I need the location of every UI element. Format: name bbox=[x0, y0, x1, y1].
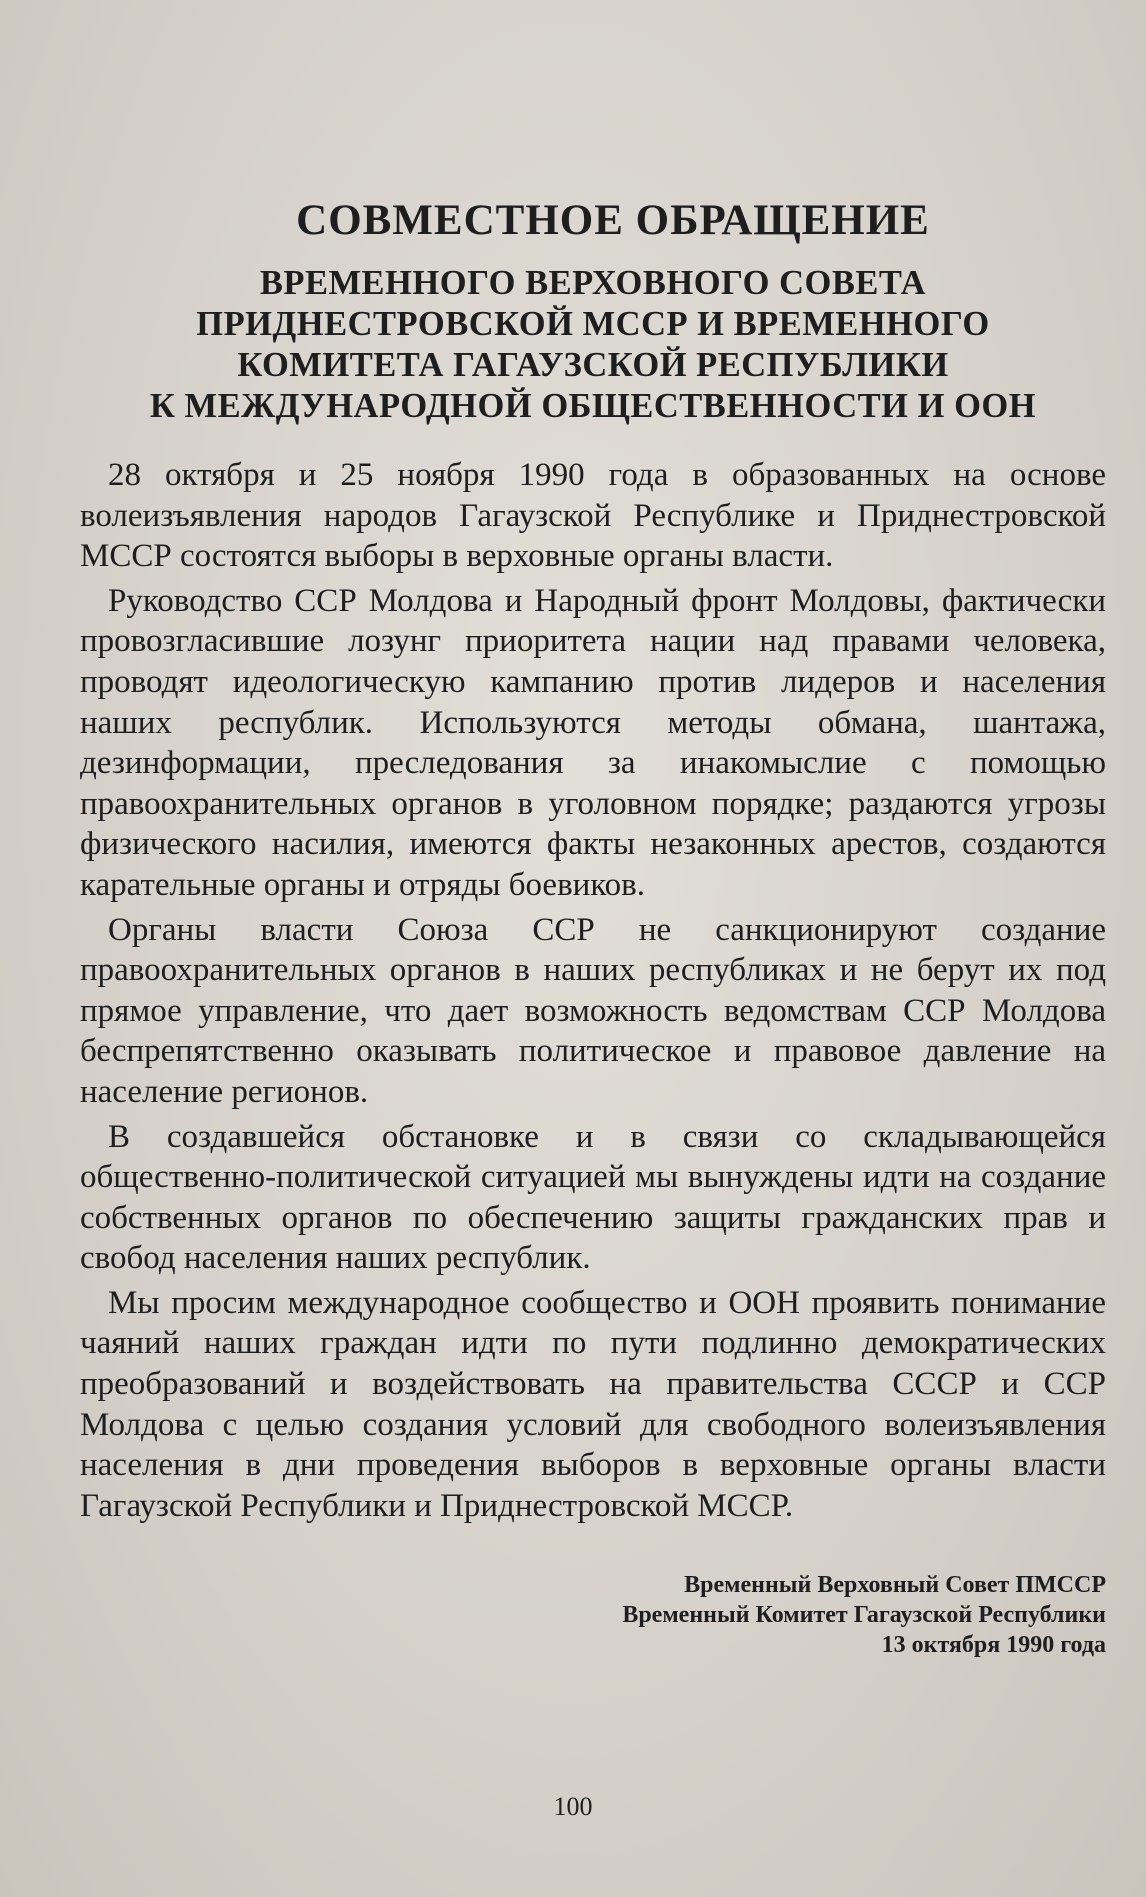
paragraph: Руководство ССР Молдова и Народный фронт Молдовы, фактически провозгласившие лозунг приоритета нации над правами человека, проводят идеологическую кампанию против лидеров и населения наших республик. Используются методы обмана, шантажа, дезинформации, преследования за инакомыслие с помощью правоохранительных органов в уголовном порядке; раздаются угрозы физического насилия, имеются факты незаконных арестов, создаются карательные органы и отряды боевиков. bbox=[80, 582, 1106, 903]
page-number: 100 bbox=[553, 1792, 593, 1821]
paragraph: Органы власти Союза ССР не санкционируют создание правоохранительных органов в наших республиках и не берут их под прямое управление, что дает возможность ведомствам ССР Молдова беспрепятственно оказывать политическое и правовое давление на население регионов. bbox=[80, 911, 1106, 1110]
paragraph: В создавшейся обстановке и в связи со складывающейся общественно-политической ситуацией мы вынуждены идти на создание собственных органов по обеспечению защиты гражданских прав и свобод населения наших республик. bbox=[80, 1118, 1106, 1277]
document-subtitle bbox=[80, 263, 1106, 427]
paragraph: 28 октября и 25 ноября 1990 года в образованных на основе волеизъявления народов Гагаузской Республике и Приднестровской МССР состоятся выборы в верховные органы власти. bbox=[80, 457, 1106, 575]
subtitle-line: ВРЕМЕННОГО ВЕРХОВНОГО СОВЕТА bbox=[259, 264, 927, 302]
subtitle-line: К МЕЖДУНАРОДНОЙ ОБЩЕСТВЕННОСТИ И ООН bbox=[149, 387, 1037, 425]
subtitle-line: КОМИТЕТА ГАГАУЗСКОЙ РЕСПУБЛИКИ bbox=[237, 346, 949, 384]
paragraph: Мы просим международное сообщество и ООН проявить понимание чаяний наших граждан идти по пути подлинно демократических преобразований и воздействовать на правительства СССР и ССР Молдова с целью создания условий для свободного волеизъявления населения в дни проведения выборов в верховные органы власти Гагаузской Республики и Приднестровской МССР. bbox=[80, 1284, 1106, 1524]
subtitle-line: ПРИДНЕСТРОВСКОЙ МССР И ВРЕМЕННОГО bbox=[196, 305, 990, 343]
signature-date: 13 октября 1990 года bbox=[881, 1632, 1106, 1659]
signature-line: Временный Верховный Совет ПМССР bbox=[684, 1572, 1106, 1599]
signature-line: Временный Комитет Гагаузской Республики bbox=[622, 1602, 1106, 1629]
page-content bbox=[80, 195, 1106, 1895]
signature-block bbox=[80, 1570, 1106, 1660]
document-body bbox=[80, 455, 1106, 1526]
document-title: СОВМЕСТНОЕ ОБРАЩЕНИЕ bbox=[296, 197, 930, 244]
